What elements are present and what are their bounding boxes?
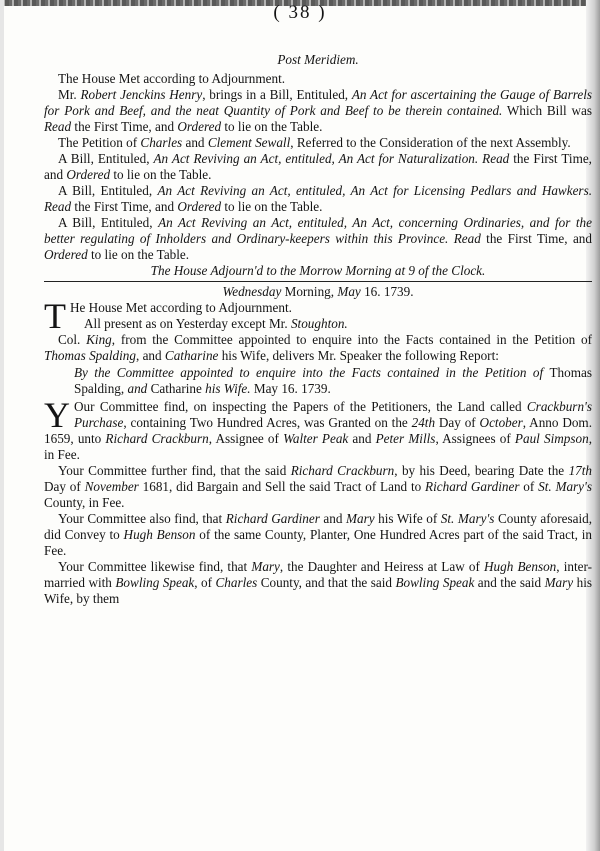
paragraph: Your Committee also find, that Richard Gardiner and Mary his Wife of St. Mary's County aforesaid, did Convey to Hugh Benson of the same County, Planter, One Hundred Acres part of the said Tract, in Fee. — [44, 511, 593, 558]
scan-edge-left — [0, 0, 4, 851]
paragraph: T He House Met according to Adjournment. — [44, 296, 292, 336]
paragraph: Your Committee further find, that the said Richard Crackburn, by his Deed, bearing Date the 17th Day of November 1681, did Bargain and Sell the said Tract of Land to Richard Gardiner of St. Mary's County, in Fee. — [44, 463, 593, 510]
paragraph: A Bill, Entituled, An Act Reviving an Act, entituled, An Act, concerning Ordinaries, and for the better regulating of Inholders and Ordinary-keepers within this Province. Read the First Time, and Ordered to lie on the Table. — [44, 215, 592, 262]
section-heading: Post Meridiem. — [277, 52, 359, 67]
paragraph: The House Met according to Adjournment. — [58, 71, 286, 86]
paragraph: All present as on Yesterday except Mr. Stoughton. — [84, 316, 348, 331]
paragraph: The Petition of Charles and Clement Sewall, Referred to the Consideration of the next Assembly. — [58, 135, 571, 150]
page-body — [44, 52, 592, 607]
page-number: ( 38 ) — [273, 2, 327, 23]
adjournment-line: The House Adjourn'd to the Morrow Morning at 9 of the Clock. — [44, 263, 592, 282]
paragraph: Your Committee likewise find, that Mary, the Daughter and Heiress at Law of Hugh Benson, inter-married with Bowling Speak, of Charles County, and that the said Bowling Speak and the said Mary his Wife, by them — [44, 559, 592, 606]
dateline: Wednesday Morning, May 16. 1739. — [222, 284, 414, 299]
paragraph: Y Our Committee find, on inspecting the Papers of the Petitioners, the Land called Crackburn's Purchase, containing Two Hundred Acres, was Granted on the 24th Day of October, Anno Dom. 1659, unto Richard Crackburn, Assignee of Walter Peak and Peter Mills, Assignees of Paul Simpson, in Fee. — [44, 395, 592, 462]
paragraph: A Bill, Entituled, An Act Reviving an Act, entituled, An Act for Licensing Pedlars and Hawkers. Read the First Time, and Ordered to lie on the Table. — [44, 183, 592, 214]
paragraph: Mr. Robert Jenckins Henry, brings in a Bill, Entituled, An Act for ascertaining the Gauge of Barrels for Pork and Beef, and the neat Quantity of Pork and Beef to be therein contained. Which Bill was Read the First Time, and Ordered to lie on the Table. — [44, 87, 593, 134]
paragraph: Col. King, from the Committee appointed to enquire into the Facts contained in the Petition of Thomas Spalding, and Catharine his Wife, delivers Mr. Speaker the following Report: — [44, 332, 593, 363]
drop-cap: Y — [44, 395, 70, 435]
paragraph: A Bill, Entituled, An Act Reviving an Act, entituled, An Act for Naturalization. Read the First Time, and Ordered to lie on the Table. — [44, 151, 592, 182]
report-heading: By the Committee appointed to enquire into the Facts contained in the Petition of Thomas Spalding, and Catharine his Wife. May 16. 1739. — [74, 365, 592, 396]
drop-cap: T — [44, 296, 66, 336]
